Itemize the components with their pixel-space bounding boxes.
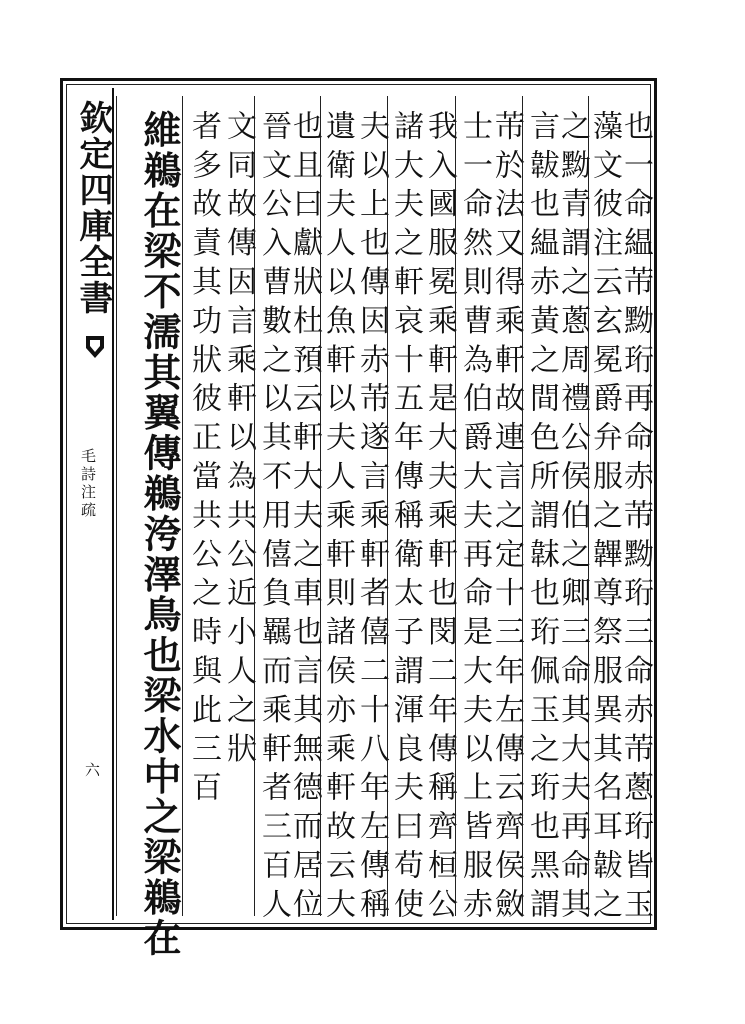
column-text: 言韍也緼赤黃之間色所謂韎也珩佩玉之珩也黑謂 xyxy=(524,110,559,927)
column-text: 文同故傳因言乘軒以為共公近小人之狀 xyxy=(221,110,256,772)
column-text: 維鵜在梁不濡其翼傳鵜洿澤鳥也梁水中之梁鵜在 xyxy=(137,110,182,959)
fishtail-mark-icon xyxy=(84,334,106,364)
text-column-10 xyxy=(455,96,492,927)
text-column-13 xyxy=(555,96,590,927)
text-column-8 xyxy=(387,96,423,927)
edition-title: 欽定四庫全書 xyxy=(73,100,113,316)
column-text: 者多故責其功狀彼正當共公之時與此三百 xyxy=(186,110,221,811)
text-column-9 xyxy=(421,96,457,927)
text-column-5 xyxy=(287,96,322,927)
page-number: 六 xyxy=(83,762,101,777)
text-column-4 xyxy=(254,96,291,927)
text-column-1 xyxy=(116,96,182,959)
column-text: 也且曰獻狀杜預云軒大夫之車也言其無德而居位 xyxy=(287,110,322,927)
column-text: 芾於法又得乘軒故連言之定十三年左傳云齊侯斂 xyxy=(489,110,524,927)
column-text: 晉文公入曹數之以其不用僖負羈而乘軒者三百人 xyxy=(256,110,291,927)
column-text: 夫以上也傳因赤芾遂言乘軒者僖二十八年左傳稱 xyxy=(354,110,389,927)
text-column-2 xyxy=(182,96,219,916)
book-title: 毛詩注疏 xyxy=(79,448,97,520)
column-text: 諸大夫之軒哀十五年傳稱衛太子謂渾良夫曰苟使 xyxy=(388,110,423,927)
text-column-12 xyxy=(522,96,559,927)
text-column-3 xyxy=(219,96,254,916)
text-column-11 xyxy=(489,96,524,927)
text-column-15 xyxy=(618,96,653,927)
column-text: 我入國服冕乘軒是大夫乘軒也閔二年傳稱齊桓公 xyxy=(422,110,457,927)
column-text: 之黝青謂之蔥周禮公侯伯之卿三命其大夫再命其 xyxy=(555,110,590,927)
column-text: 也一命緼芾黝珩再命赤芾黝珩三命赤芾蔥珩皆玉 xyxy=(618,110,653,927)
column-text: 遺衛夫人以魚軒以夫人乘軒則諸侯亦乘軒故云大 xyxy=(320,110,355,927)
text-column-6 xyxy=(320,96,355,927)
column-text: 藻文彼注云玄冕爵弁服之韠尊祭服異其名耳韍之 xyxy=(587,110,622,927)
text-column-14 xyxy=(587,96,622,927)
text-column-7 xyxy=(353,96,389,927)
column-text: 士一命然則曹為伯爵大夫再命是大夫以上皆服赤 xyxy=(457,110,492,927)
